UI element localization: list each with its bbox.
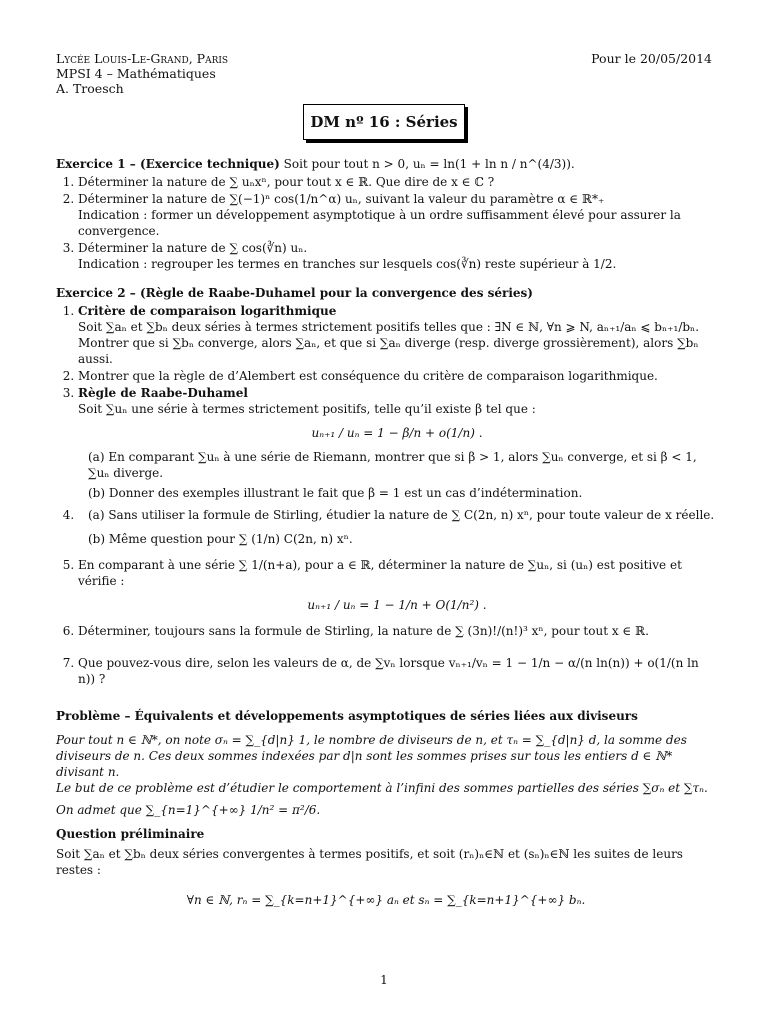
exercise-2-item-4: [78, 507, 716, 547]
exercise-2-q3b: (b) Donner des exemples illustrant le fait que β = 1 est un cas d’indétermination.: [88, 486, 583, 500]
exercise-2-item-2: 2. Montrer que la règle de d’Alembert est conséquence du critère de comparaison logarithmique.: [78, 368, 716, 384]
exercise-1-item-2-hint: Indication : former un développement asymptotique à un ordre suffisamment élevé pour assurer la convergence.: [78, 208, 681, 238]
exercise-2-q1-text2: Montrer que si ∑bₙ converge, alors ∑aₙ, et que si ∑aₙ diverge (resp. diverge grossièrement), alors ∑bₙ aussi.: [78, 336, 699, 366]
exercise-1-item-3-text: 3. Déterminer la nature de ∑ cos(∛n) uₙ.: [78, 241, 308, 255]
header-left: [56, 51, 228, 96]
document-body: [56, 156, 716, 916]
problem: [56, 708, 716, 908]
exercise-2-item-7: 7. Que pouvez-vous dire, selon les valeurs de α, de ∑vₙ lorsque vₙ₊₁/vₙ = 1 − 1/n − α/(n ln(n)) + o(1/(n ln n)) ?: [78, 655, 716, 687]
class-name: MPSI 4 – Mathématiques: [56, 66, 216, 81]
exercise-2-q5-text: 5. En comparant à une série ∑ 1/(n+a), pour a ∈ ℝ, déterminer la nature de ∑uₙ, si (uₙ) est positive et vérifie :: [78, 558, 682, 588]
exercise-2-q1-text: Soit ∑aₙ et ∑bₙ deux séries à termes strictement positifs telles que : ∃N ∈ ℕ, ∀n ⩾ N, aₙ₊₁/aₙ ⩽ bₙ₊₁/bₙ.: [78, 320, 700, 334]
exercise-1-item-2-text: 2. Déterminer la nature de ∑(−1)ⁿ cos(1/n^α) uₙ, suivant la valeur du paramètre α ∈ ℝ*₊: [78, 192, 605, 206]
exercise-1-item-3-hint: Indication : regrouper les termes en tranches sur lesquels cos(∛n) reste supérieur à 1/2.: [78, 257, 617, 271]
exercise-2-list: [56, 303, 716, 687]
remainders-formula: ∀n ∈ ℕ, rₙ = ∑_{k=n+1}^{+∞} aₙ et sₙ = ∑_{k=n+1}^{+∞} bₙ.: [186, 893, 586, 907]
teacher-name: A. Troesch: [56, 81, 124, 96]
exercise-1-item-2: [78, 191, 716, 239]
exercise-1-list: [56, 174, 716, 272]
problem-paragraph-2: Le but de ce problème est d’étudier le comportement à l’infini des sommes partielles des séries ∑σₙ et ∑τₙ.: [56, 781, 708, 795]
exercise-1-header: [56, 156, 716, 172]
exercise-2: [56, 285, 716, 687]
exercise-2-item-5: [78, 557, 716, 613]
school-name: Lycée Louis-Le-Grand, Paris: [56, 51, 229, 66]
exercise-1: [56, 156, 716, 272]
exercise-2-q3-sublist: [78, 449, 716, 501]
page-number: 1: [380, 973, 388, 987]
exercise-2-item-6: 6. Déterminer, toujours sans la formule de Stirling, la nature de ∑ (3n)!/(n!)³ xⁿ, pour tout x ∈ ℝ.: [78, 623, 716, 639]
document-title: DM nº 16 : Séries: [303, 104, 465, 140]
exercise-2-heading: Exercice 2 – (Règle de Raabe-Duhamel pour la convergence des séries): [56, 286, 533, 300]
exercise-2-q3a: (a) En comparant ∑uₙ à une série de Riemann, montrer que si β > 1, alors ∑uₙ converge, et si β < 1, ∑uₙ diverge.: [88, 450, 697, 480]
exercise-1-intro: Soit pour tout n > 0, uₙ = ln(1 + ln n / n^(4/3)).: [283, 157, 575, 171]
exercise-1-item-1: 1. Déterminer la nature de ∑ uₙxⁿ, pour tout x ∈ ℝ. Que dire de x ∈ ℂ ?: [78, 174, 716, 190]
exercise-1-heading: Exercice 1 – (Exercice technique): [56, 157, 280, 171]
problem-paragraph-1: Pour tout n ∈ ℕ*, on note σₙ = ∑_{d|n} 1, le nombre de diviseurs de n, et τₙ = ∑_{d|n} d, la somme des diviseurs de n. Ces deux sommes indexées par d|n sont les sommes prises sur tous les entiers d ∈ ℕ* divisant n.: [56, 733, 687, 779]
exercise-2-q4b: (b) Même question pour ∑ (1/n) C(2n, n) xⁿ.: [88, 532, 353, 546]
exercise-2-item-3: [78, 385, 716, 501]
exercise-2-q3-text: Soit ∑uₙ une série à termes strictement positifs, telle qu’il existe β tel que :: [78, 402, 536, 416]
preliminary-question-title: Question préliminaire: [56, 827, 205, 841]
exercise-2-q3-title: 3. Règle de Raabe-Duhamel: [78, 386, 248, 400]
exercise-2-q4a: 4. (a) Sans utiliser la formule de Stirling, étudier la nature de ∑ C(2n, n) xⁿ, pour toute valeur de x réelle.: [88, 508, 715, 522]
exercise-2-item-1: [78, 303, 716, 367]
raabe-duhamel-formula: uₙ₊₁ / uₙ = 1 − β/n + o(1/n) .: [311, 426, 483, 440]
exercise-1-item-3: [78, 240, 716, 272]
exercise-2-q5-formula: uₙ₊₁ / uₙ = 1 − 1/n + O(1/n²) .: [307, 598, 487, 612]
problem-paragraph-3: On admet que ∑_{n=1}^{+∞} 1/n² = π²/6.: [56, 803, 321, 817]
problem-heading: Problème – Équivalents et développements asymptotiques de séries liées aux diviseurs: [56, 709, 638, 723]
preliminary-question-text: Soit ∑aₙ et ∑bₙ deux séries convergentes à termes positifs, et soit (rₙ)ₙ∈ℕ et (sₙ)ₙ∈ℕ les suites de leurs restes :: [56, 847, 683, 877]
due-date: Pour le 20/05/2014: [591, 51, 712, 66]
exercise-2-q1-title: 1. Critère de comparaison logarithmique: [78, 304, 337, 318]
exercise-2-q4-sublist: [78, 507, 716, 547]
